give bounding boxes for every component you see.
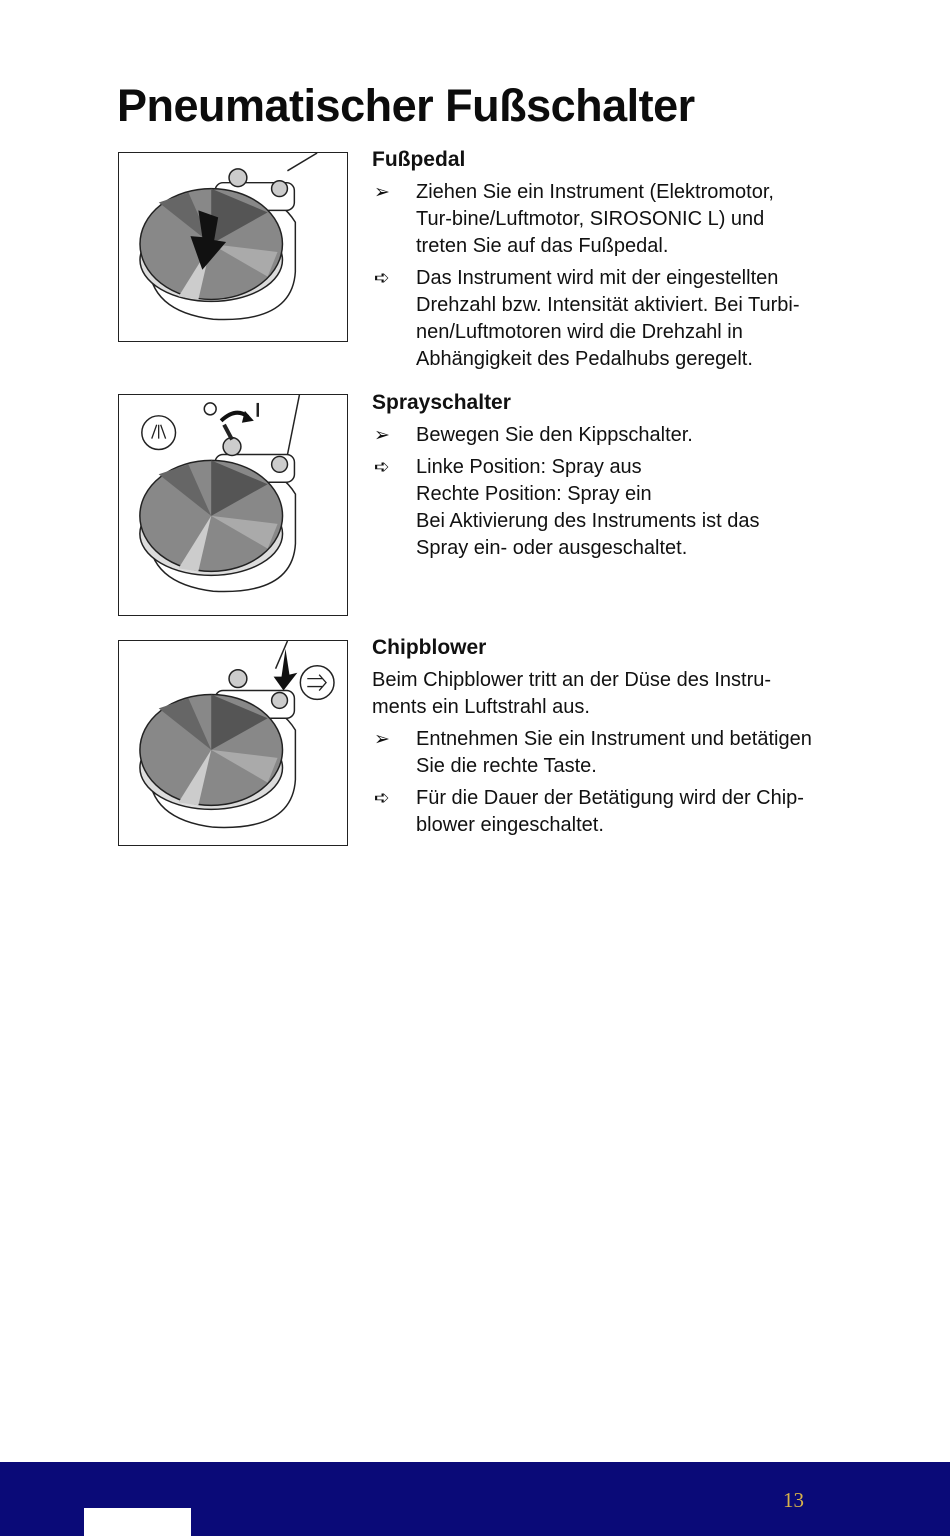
chipblower-figure [118, 640, 348, 846]
foot-pedal-illustration [119, 153, 347, 341]
down-arrow-icon [274, 649, 298, 691]
result-arrow-icon: ➪ [374, 457, 390, 478]
section-sprayschalter [372, 389, 812, 567]
result-arrow-icon: ➪ [374, 268, 390, 289]
section-intro: Beim Chipblower tritt an der Düse des Instru-ments ein Luftstrahl aus. [372, 669, 772, 718]
list-item-text: Das Instrument wird mit der eingestellten Drehzahl bzw. Intensität aktiviert. Bei Turbi-nen/Luftmotoren wird die Drehzahl in Abhängigkeit des Pedalhubs geregelt. [416, 267, 800, 370]
foot-pedal-figure [118, 152, 348, 342]
section-heading: Sprayschalter [372, 391, 511, 414]
result-arrow-icon: ➪ [374, 788, 390, 809]
footer-bar [0, 1462, 950, 1536]
list-item [372, 454, 812, 562]
section-chipblower [372, 634, 812, 844]
list-item-text: Ziehen Sie ein Instrument (Elektromotor, Tur-bine/Luftmotor, SIROSONIC L) und treten Sie auf das Fußpedal. [416, 181, 774, 257]
page-number: 13 [783, 1488, 804, 1512]
list-item [372, 785, 812, 839]
footer-label-box [84, 1508, 191, 1536]
off-symbol-icon [204, 403, 216, 415]
list-item [372, 422, 812, 449]
list-item-text: Für die Dauer der Betätigung wird der Chip-blower eingeschaltet. [416, 787, 804, 836]
spray-switch-figure [118, 394, 348, 616]
list-item-line: Bei Aktivierung des Instruments ist das Spray ein- oder ausgeschaltet. [416, 510, 760, 559]
list-item [372, 179, 812, 260]
list-item-line: Linke Position: Spray aus [416, 456, 642, 478]
list-item-line: Rechte Position: Spray ein [416, 483, 652, 505]
action-arrow-icon: ➢ [374, 182, 390, 203]
spray-switch-illustration [119, 395, 347, 615]
action-arrow-icon: ➢ [374, 729, 390, 750]
action-arrow-icon: ➢ [374, 425, 390, 446]
chipblower-illustration [119, 641, 347, 845]
chipblower-symbol-icon [300, 666, 334, 700]
list-item-text: Entnehmen Sie ein Instrument und betätigen Sie die rechte Taste. [416, 728, 812, 777]
section-heading: Chipblower [372, 636, 487, 659]
list-item [372, 265, 812, 373]
list-item [372, 726, 812, 780]
section-heading: Fußpedal [372, 148, 466, 171]
section-fusspedal [372, 146, 812, 378]
page-title: Pneumatischer Fußschalter [117, 80, 695, 131]
list-item-text: Bewegen Sie den Kippschalter. [416, 424, 693, 446]
